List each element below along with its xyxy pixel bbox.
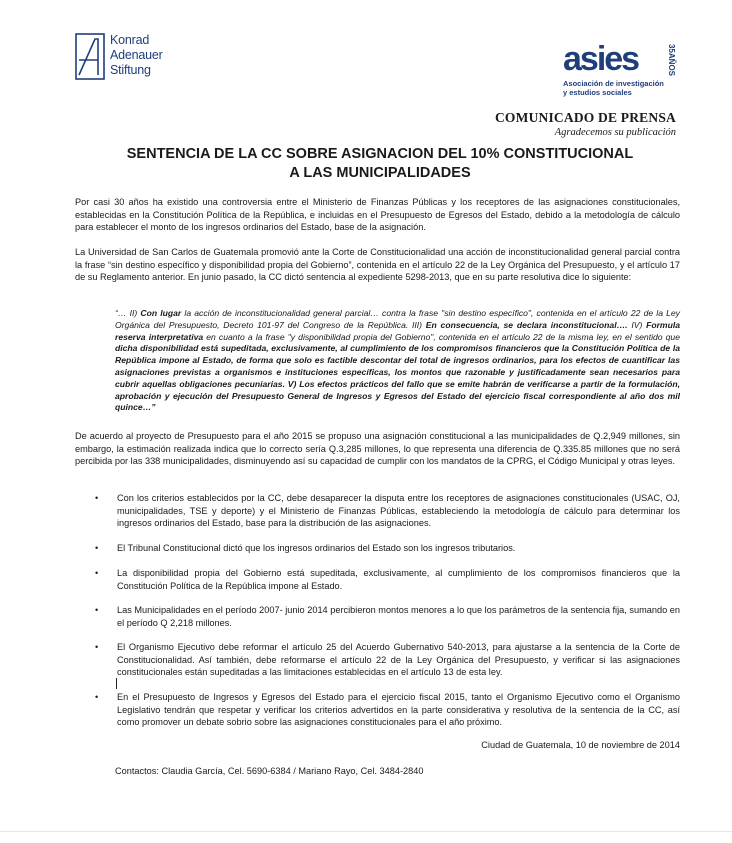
bullet-marker: • — [95, 493, 99, 503]
quote-part-b: Con lugar — [140, 308, 182, 318]
press-title: COMUNICADO DE PRENSA — [494, 110, 676, 125]
bullet-text-6: En el Presupuesto de Ingresos y Egresos del Estado para el ejercicio fiscal 2015, tanto el Organismo Ejecutivo como el Organismo Legislativo tendrán que respetar y verificar los criterios advertidos en la parte considerativa y resolutiva de la sentencia de la CC, así como promover un debate sobrio sobre las asignaciones constitucionales para el año próximo. — [117, 692, 680, 728]
contacts: Contactos: Claudia García, Cel. 5690-6384 / Mariano Rayo, Cel. 3484-2840 — [115, 766, 424, 776]
asies-years: 35AÑOS — [667, 44, 676, 77]
title-line-2: A LAS MUNICIPALIDADES — [289, 165, 471, 181]
asies-logo — [563, 38, 683, 108]
bullet-text-4: Las Municipalidades en el período 2007- junio 2014 percibieron montos menores a lo que los parámetros de la sentencia fija, sumando en el período Q 2,218 millones. — [117, 605, 680, 628]
asies-word: asies — [563, 40, 639, 78]
quote-part-h: dicha disponibilidad está supeditada, exclusivamente, al cumplimiento de los compromisos financieros que la Constitución Política de la República impone al Estado, de forma que solo es factible descontar del total de ingresos ordinarios, para los efectos de cuantificar las asignaciones previstas a organismos e instituciones específicas, los montos que razonable y justificadamente sean necesarios para cubrir aquellas obligaciones pecuniarias. V) Los efectos prácticos del fallo que se emite habrán de verificarse a partir de la formulación, aprobación y ejecución del Presupuesto General de Ingresos y Egresos del Estado del ejercicio fiscal correspondiente al año dos mil quince…” — [115, 343, 680, 413]
bullet-text-2: El Tribunal Constitucional dictó que los ingresos ordinarios del Estado son los ingresos tributarios. — [117, 543, 516, 553]
asies-subtitle-1: Asociación de investigación — [563, 79, 664, 88]
paragraph-intro: Por casi 30 años ha existido una controversia entre el Ministerio de Finanzas Públicas y los receptores de las asignaciones constitucionales, establecidas en la Constitución Política de la República, e incluidas en el Presupuesto de Egresos del Estado, debido a la metodología de cálculo para establecer el monto de los ingresos ordinarios del Estado, base de la asignación. — [75, 197, 680, 233]
kas-name-line-1: Konrad — [110, 33, 150, 47]
bullet-text-1: Con los criterios establecidos por la CC, debe desaparecer la disputa entre los receptores de asignaciones constitucionales (USAC, OJ, municipalidades, TSE y deporte) y el Ministerio de Finanzas Públicas, estableciendo la metodología de cálculo para determinar los ingresos ordinarios del Estado, base para la distribución de las asignaciones. — [117, 493, 680, 529]
quote-part-a: “… II) — [115, 308, 141, 318]
press-subtitle: Agradecemos su publicación — [554, 127, 676, 138]
konrad-adenauer-logo — [75, 33, 195, 83]
bullet-marker: • — [95, 605, 99, 615]
kas-name-line-3: Stiftung — [110, 63, 151, 77]
asies-wordmark — [563, 38, 683, 82]
quote-part-e: IV) — [627, 319, 647, 330]
place-date: Ciudad de Guatemala, 10 de noviembre de 2014 — [481, 740, 680, 750]
bullet-text-3: La disponibilidad propia del Gobierno está supeditada, exclusivamente, al cumplimiento de los compromisos financieros que la Constitución Política de la República impone al Estado. — [117, 568, 680, 591]
bullet-marker: • — [95, 692, 99, 702]
kas-name-line-2: Adenauer — [110, 48, 163, 62]
bullet-marker: • — [95, 642, 99, 652]
title-line-1: SENTENCIA DE LA CC SOBRE ASIGNACION DEL 10% CONSTITUCIONAL — [126, 146, 634, 162]
bullet-marker: • — [95, 543, 99, 553]
paragraph-budget: De acuerdo al proyecto de Presupuesto para el año 2015 se propuso una asignación constitucional a las municipalidades de Q.2,949 millones, sin embargo, la estimación realizada indica que lo correcto sería Q.3,285 millones, lo que representa una diferencia de Q.335.85 millones que no será percibida por las 338 municipalidades, disminuyendo así su capacidad de cumplir con los mandatos de la CPRG, el Código Municipal y otras leyes. — [75, 431, 680, 467]
quote-part-d: En consecuencia, se declara inconstitucional…. — [425, 319, 628, 330]
document-title — [60, 145, 700, 183]
bullet-text-5: El Organismo Ejecutivo debe reformar el artículo 25 del Acuerdo Gubernativo 540-2013, para ajustarse a la sentencia de la Corte de Constitucionalidad. Así también, debe reformarse el artículo 22 de la Ley Orgánica del Presupuesto, y verificar si las asignaciones constitucionales están supeditadas a las limitaciones establecidas en el artículo 13 de esta ley. — [117, 642, 680, 678]
press-header — [495, 110, 676, 138]
asies-subtitle-2: y estudios sociales — [563, 87, 632, 97]
bullet-marker: • — [95, 568, 99, 578]
page-edge-divider — [0, 831, 732, 832]
paragraph-usac: La Universidad de San Carlos de Guatemala promovió ante la Corte de Constitucionalidad una acción de inconstitucionalidad general parcial contra la frase “sin destino específico y disponibilidad propia del Gobierno”, contenida en el artículo 22 de la Ley Orgánica del Presupuesto, y el artículo 17 de su Reglamento anterior. En junio pasado, la CC dictó sentencia al expediente 5298-2013, que en su parte resolutiva dice lo siguiente: — [75, 247, 680, 283]
kas-mark-icon — [75, 33, 105, 80]
text-cursor — [116, 678, 117, 689]
quote-part-f: Formula reserva interpretativa — [115, 319, 680, 342]
quote-part-g: en cuanto a la frase "y disponibilidad propia del Gobierno", contenida en el artículo 22 de la misma ley, en el sentido que — [203, 331, 680, 342]
resolution-quote — [115, 308, 680, 414]
quote-part-c: la acción de inconstitucionalidad general parcial… contra la frase "sin destino específico", contenida en el artículo 22 de la Ley Orgánica del Presupuesto, Decreto 101-97 del Congreso de la República. III) — [115, 308, 680, 330]
